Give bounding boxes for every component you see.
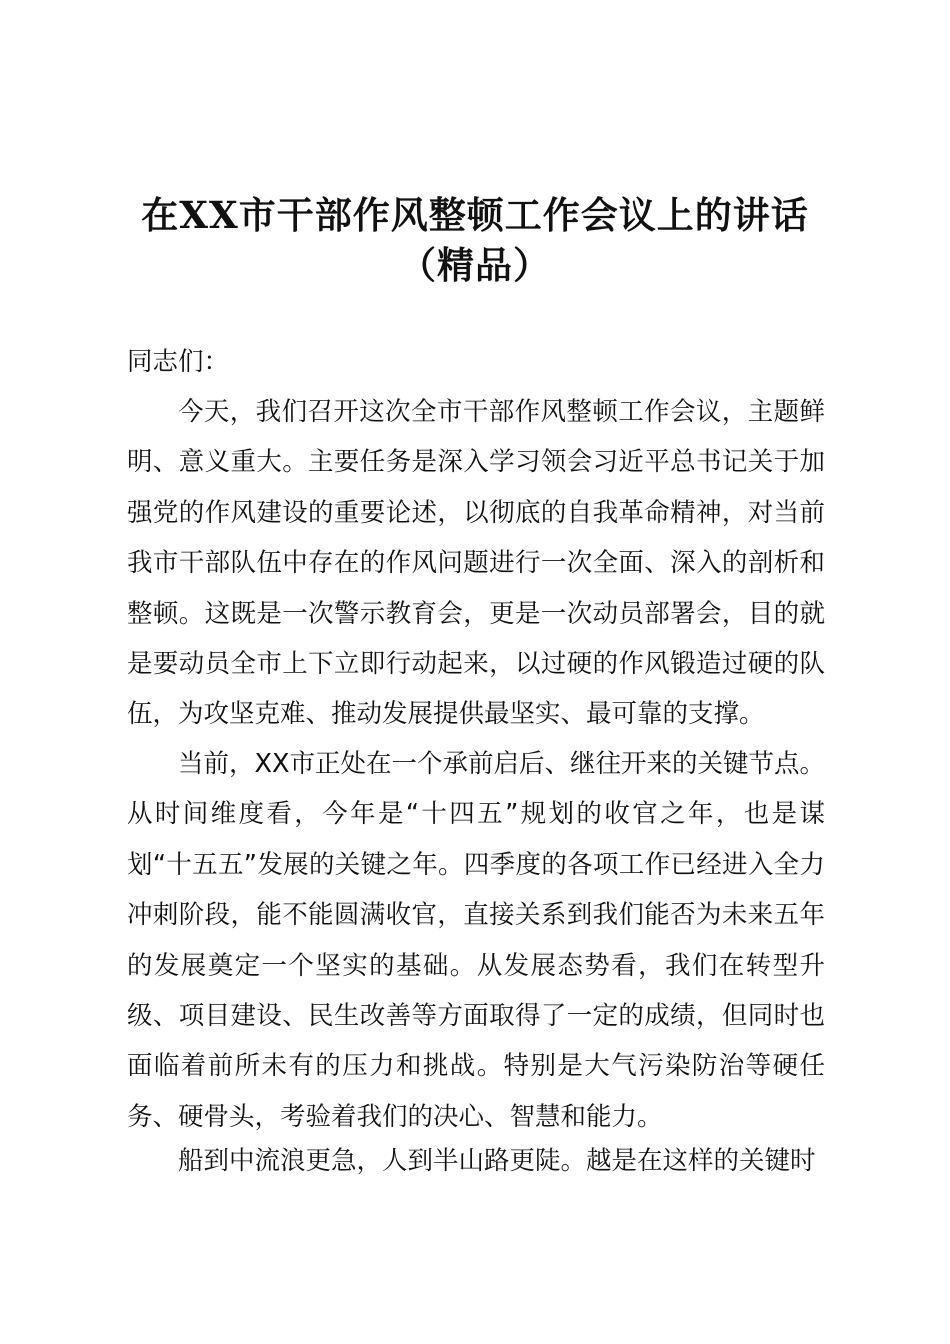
- paragraph-1: 今天，我们召开这次全市干部作风整顿工作会议，主题鲜明、意义重大。主要任务是深入学习领会习近平总书记关于加强党的作风建设的重要论述，以彻底的自我革命精神，对当前我市干部队伍中存在的作风问题进行一次全面、深入的剖析和整顿。这既是一次警示教育会，更是一次动员部署会，目的就是要动员全市上下立即行动起来，以过硬的作风锻造过硬的队伍，为攻坚克难、推动发展提供最坚实、最可靠的支撑。: [127, 397, 825, 730]
- document-title-suffix: （精品）: [399, 243, 551, 287]
- salutation: 同志们：: [127, 347, 230, 377]
- document-title: 在XX市干部作风整顿工作会议上的讲话: [141, 193, 809, 237]
- paragraph-3: 船到中流浪更急，人到半山路更陡。越是在这样的关键时: [178, 1146, 816, 1176]
- paragraph-2: 当前，XX市正处在一个承前启后、继往开来的关键节点。从时间维度看，今年是“十四五”规划的收官之年，也是谋划“十五五”发展的关键之年。四季度的各项工作已经进入全力冲刺阶段，能不能圆满收官，直接关系到我们能否为未来五年的发展奠定一个坚实的基础。从发展态势看，我们在转型升级、项目建设、民生改善等方面取得了一定的成绩，但同时也面临着前所未有的压力和挑战。特别是大气污染防治等硬任务、硬骨头，考验着我们的决心、智慧和能力。: [127, 749, 825, 1132]
